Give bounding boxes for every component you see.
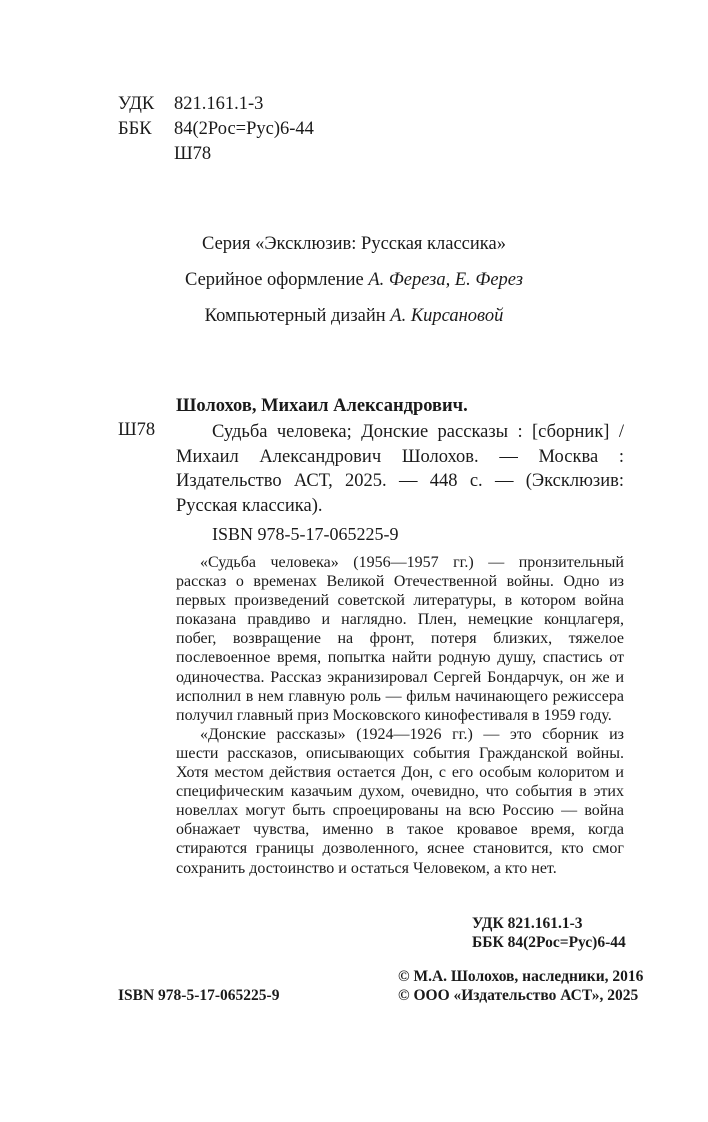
author-mark: Ш78 — [174, 144, 212, 164]
copyright-publisher: © ООО «Издательство АСТ», 2025 — [398, 987, 639, 1004]
computer-design-label: Компьютерный дизайн — [204, 306, 386, 326]
entry-author: Шолохов, Михаил Александрович. — [176, 396, 468, 416]
footer-bbk: ББК 84(2Рос=Рус)6-44 — [472, 934, 626, 951]
annotation-paragraph-1: «Судьба человека» (1956—1957 гг.) — пронзительный рассказ о временах Великой Отечественной войны. Одно из первых произведений советской литературы, в котором война показана правдиво и наглядно. Плен, немецкие концлагеря, побег, возвращение на фронт, потеря близких, тяжелое послевоенное время, попытка найти родную душу, спастись от одиночества. Рассказ экранизировал Сергей Бондарчук, он же и исполнил в нем главную роль — фильм начинающего режиссера получил главный приз Московского кинофестиваля в 1959 году. — [176, 554, 624, 724]
design-label: Серийное оформление — [185, 270, 364, 290]
footer-udk: УДК 821.161.1-3 — [472, 915, 583, 932]
computer-design-name: А. Кирсановой — [390, 306, 504, 326]
annotation-paragraph-2: «Донские рассказы» (1924—1926 гг.) — это сборник из шести рассказов, описывающих события Гражданской войны. Хотя местом действия остается Дон, с его особым колоритом и специфическим казачьим духом, очевидно, что события в этих новеллах могут быть спроецированы на всю Россию — война обнажает чувства, именно в такое кровавое время, когда стираются границы дозволенного, яснее становится, кто смог сохранить достоинство и остаться Человеком, а кто нет. — [176, 725, 624, 877]
footer-isbn: ISBN 978-5-17-065225-9 — [118, 987, 280, 1004]
udk-label: УДК — [118, 94, 155, 114]
copyright-author: © М.А. Шолохов, наследники, 2016 — [398, 968, 644, 985]
bbk-value: 84(2Рос=Рус)6-44 — [174, 119, 314, 139]
design-credit — [0, 270, 708, 291]
entry-author-mark: Ш78 — [118, 420, 156, 440]
series-line: Серия «Эксклюзив: Русская классика» — [202, 234, 506, 254]
entry-isbn: ISBN 978-5-17-065225-9 — [212, 524, 399, 544]
annotation — [176, 553, 624, 878]
udk-value: 821.161.1-3 — [174, 94, 264, 114]
classification-block — [118, 92, 378, 172]
computer-design-credit — [0, 306, 708, 327]
bbk-label: ББК — [118, 119, 152, 139]
design-names: А. Фереза, Е. Ферез — [368, 270, 523, 290]
entry-description: Судьба человека; Донские рассказы : [сборник] / Михаил Александрович Шолохов. — Москва : Издательство АСТ, 2025. — 448 с. — (Эксклюзив: Русская классика). — [176, 422, 624, 516]
